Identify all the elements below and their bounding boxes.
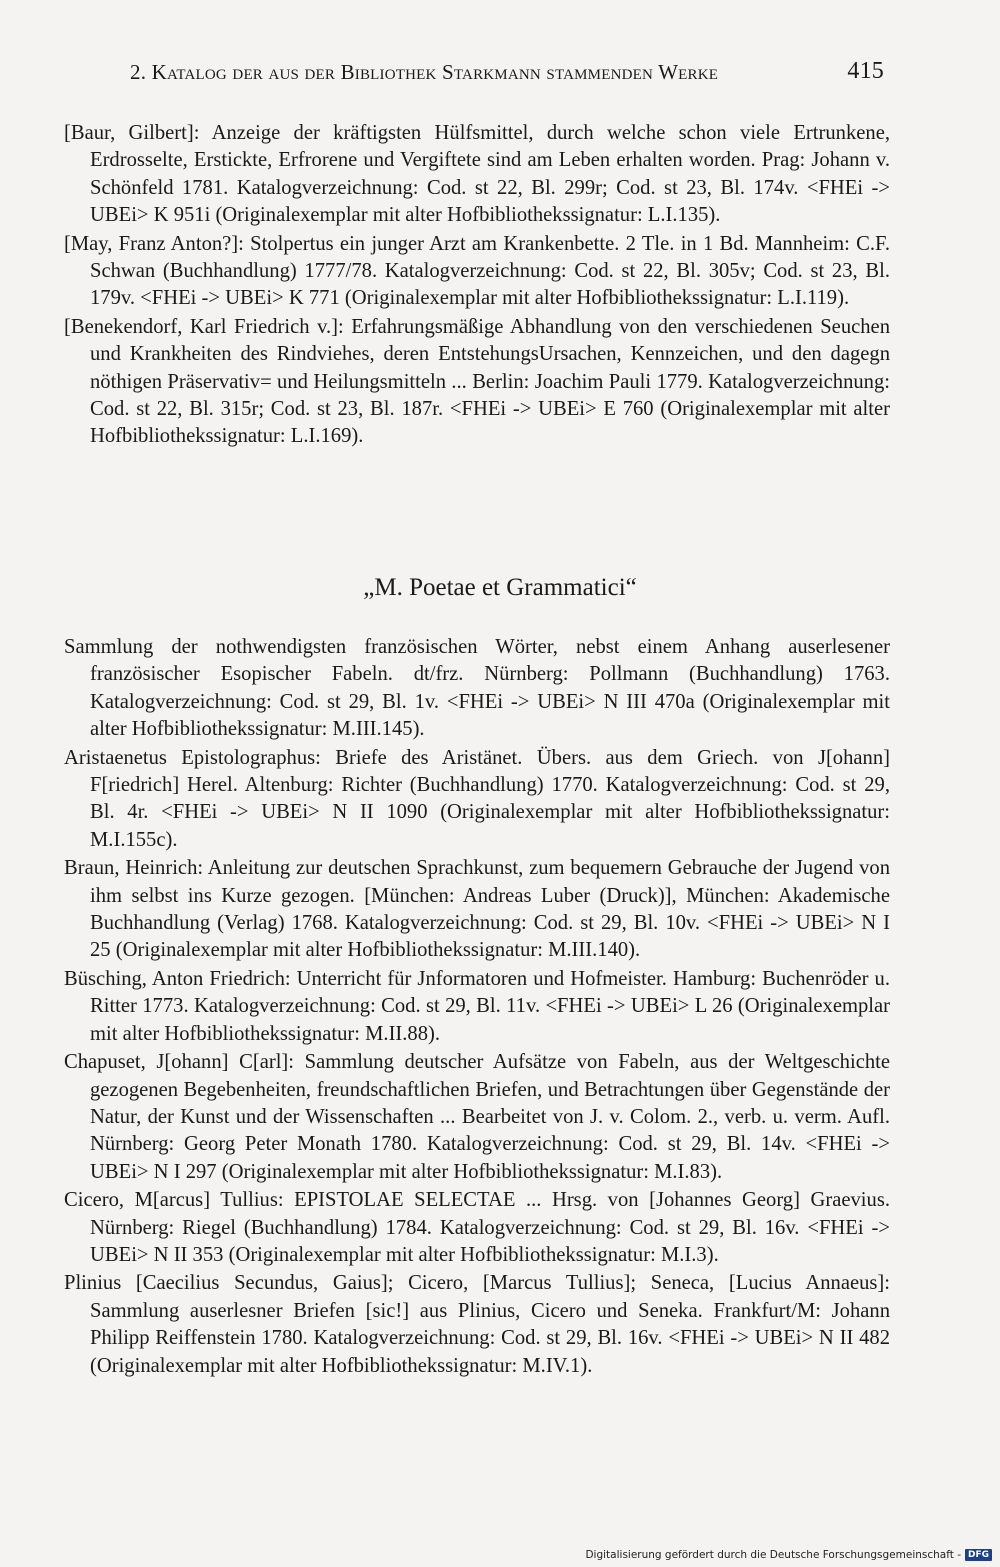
catalog-entry: [May, Franz Anton?]: Stolpertus ein junger Arzt am Krankenbette. 2 Tle. in 1 Bd. Mannheim: C.F. Schwan (Buchhandlung) 1777/78. Katalogverzeichnung: Cod. st 22, Bl. 305v; Cod. st 23, Bl. 179v. <FHEi -> UBEi> K 771 (Originalexemplar mit alter Hofbibliothekssignatur: L.I.119).: [64, 232, 890, 310]
page-number: 415: [847, 58, 884, 84]
catalog-entry: Plinius [Caecilius Secundus, Gaius]; Cicero, [Marcus Tullius]; Seneca, [Lucius Annaeus]: Sammlung auserlesner Briefen [sic!] aus Plinius, Cicero und Seneka. Frankfurt/M: Johann Philipp Reiffenstein 1780. Katalogverzeichnung: Cod. st 29, Bl. 16v. <FHEi -> UBEi> N II 482 (Originalexemplar mit alter Hofbibliothekssignatur: M.IV.1).: [64, 1272, 890, 1377]
running-head-title: 2. Katalog der aus der Bibliothek Starkmann stammenden Werke: [130, 60, 719, 84]
entries-top: [64, 120, 890, 452]
digitization-footer: [585, 1549, 992, 1561]
catalog-entry: Aristaenetus Epistolographus: Briefe des Aristänet. Übers. aus dem Griech. von J[ohann] F[riedrich] Herel. Altenburg: Richter (Buchhandlung) 1770. Katalogverzeichnung: Cod. st 29, Bl. 4r. <FHEi -> UBEi> N II 1090 (Originalexemplar mit alter Hofbibliothekssignatur: M.I.155c).: [64, 746, 890, 851]
catalog-entry: Braun, Heinrich: Anleitung zur deutschen Sprachkunst, zum bequemern Gebrauche der Jugend von ihm selbst ins Kurze gezogen. [München: Andreas Luber (Druck)], München: Akademische Buchhandlung (Verlag) 1768. Katalogverzeichnung: Cod. st 29, Bl. 10v. <FHEi -> UBEi> N I 25 (Originalexemplar mit alter Hofbibliothekssignatur: M.III.140).: [64, 857, 890, 962]
catalog-entry: Chapuset, J[ohann] C[arl]: Sammlung deutscher Aufsätze von Fabeln, aus der Weltgeschichte gezogenen Begebenheiten, freundschaftlichen Briefen, und Betrachtungen über Gegenstände der Natur, der Kunst und der Wissenschaften ... Bearbeitet von J. v. Colom. 2., verb. u. verm. Aufl. Nürnberg: Georg Peter Monath 1780. Katalogverzeichnung: Cod. st 29, Bl. 14v. <FHEi -> UBEi> N I 297 (Originalexemplar mit alter Hofbibliothekssignatur: M.I.83).: [64, 1051, 890, 1183]
catalog-entry: Cicero, M[arcus] Tullius: EPISTOLAE SELECTAE ... Hrsg. von [Johannes Georg] Graevius. Nürnberg: Riegel (Buchhandlung) 1784. Katalogverzeichnung: Cod. st 29, Bl. 16v. <FHEi -> UBEi> N II 353 (Originalexemplar mit alter Hofbibliothekssignatur: M.I.3).: [64, 1189, 890, 1266]
running-head: [130, 60, 890, 85]
entries-main: [64, 634, 890, 1381]
footer-text: Digitalisierung gefördert durch die Deutsche Forschungsgemeinschaft -: [585, 1549, 961, 1561]
section-heading: „M. Poetae et Grammatici“: [363, 574, 637, 601]
catalog-entry: [Baur, Gilbert]: Anzeige der kräftigsten Hülfsmittel, durch welche schon viele Ertrunkene, Erdrosselte, Erstickte, Erfrorene und Vergiftete sind am Leben erhalten worden. Prag: Johann v. Schönfeld 1781. Katalogverzeichnung: Cod. st 22, Bl. 299r; Cod. st 23, Bl. 174v. <FHEi -> UBEi> K 951i (Originalexemplar mit alter Hofbibliothekssignatur: L.I.135).: [64, 122, 890, 227]
catalog-entry: Büsching, Anton Friedrich: Unterricht für Jnformatoren und Hofmeister. Hamburg: Buchenröder u. Ritter 1773. Katalogverzeichnung: Cod. st 29, Bl. 11v. <FHEi -> UBEi> L 26 (Originalexemplar mit alter Hofbibliothekssignatur: M.II.88).: [64, 967, 890, 1045]
catalog-entry: [Benekendorf, Karl Friedrich v.]: Erfahrungsmäßige Abhandlung von den verschiedenen Seuchen und Krankheiten des Rindviehes, deren EntstehungsUrsachen, Kennzeichen, und den dagegn nöthigen Präservativ= und Heilungsmitteln ... Berlin: Joachim Pauli 1779. Katalogverzeichnung: Cod. st 22, Bl. 315r; Cod. st 23, Bl. 187r. <FHEi -> UBEi> E 760 (Originalexemplar mit alter Hofbibliothekssignatur: L.I.169).: [64, 315, 890, 448]
dfg-logo-icon: DFG: [965, 1549, 992, 1561]
catalog-entry: Sammlung der nothwendigsten französischen Wörter, nebst einem Anhang auserlesener französischer Esopischer Fabeln. dt/frz. Nürnberg: Pollmann (Buchhandlung) 1763. Katalogverzeichnung: Cod. st 29, Bl. 1v. <FHEi -> UBEi> N III 470a (Originalexemplar mit alter Hofbibliothekssignatur: M.III.145).: [64, 636, 890, 741]
